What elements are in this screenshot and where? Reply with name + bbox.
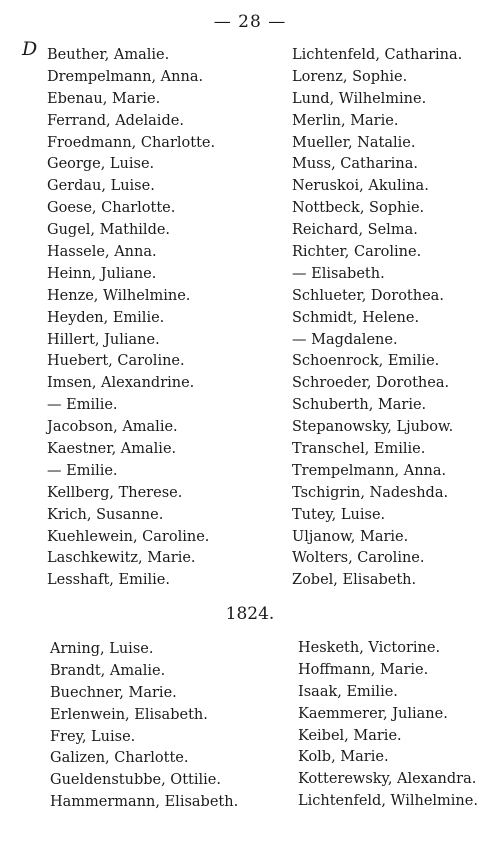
list-item: Wolters, Caroline.: [292, 550, 425, 567]
list-item: Reichard, Selma.: [292, 222, 418, 239]
name-list-left: [47, 45, 215, 592]
page-number: — 28 —: [213, 12, 287, 32]
list-item: Merlin, Marie.: [292, 112, 399, 129]
list-item: — Emilie.: [47, 397, 118, 414]
list-item: Schroeder, Dorothea.: [292, 375, 450, 392]
list-item: Kaemmerer, Juliane.: [298, 705, 448, 722]
list-item: Muss, Catharina.: [292, 156, 418, 173]
list-item: Drempelmann, Anna.: [47, 68, 204, 85]
list-item: Hammermann, Elisabeth.: [50, 794, 239, 811]
list-item: Froedmann, Charlotte.: [47, 134, 216, 151]
list-item: Tschigrin, Nadeshda.: [292, 484, 449, 501]
list-item: Neruskoi, Akulina.: [292, 178, 429, 195]
list-item: George, Luise.: [47, 156, 155, 173]
name-list-1824-right: [298, 638, 478, 813]
list-item: Lichtenfeld, Wilhelmine.: [298, 793, 478, 810]
list-item: Transchel, Emilie.: [292, 441, 426, 458]
name-list-right: [292, 45, 462, 592]
list-item: Nottbeck, Sophie.: [292, 200, 425, 217]
list-item: Richter, Caroline.: [292, 244, 422, 261]
list-item: Huebert, Caroline.: [47, 353, 185, 370]
list-item: Kaestner, Amalie.: [47, 441, 177, 458]
list-item: Kellberg, Therese.: [47, 484, 183, 501]
list-item: Jacobson, Amalie.: [47, 419, 178, 436]
list-item: Tutey, Luise.: [292, 506, 386, 523]
list-item: Gueldenstubbe, Ottilie.: [50, 772, 221, 789]
list-item: Kotterewsky, Alexandra.: [298, 771, 477, 788]
list-item: Galizen, Charlotte.: [50, 750, 189, 767]
list-item: Goese, Charlotte.: [47, 200, 176, 217]
list-item: Trempelmann, Anna.: [292, 462, 447, 479]
list-item: Lesshaft, Emilie.: [47, 572, 170, 589]
list-item: Schoenrock, Emilie.: [292, 353, 440, 370]
list-item: Hillert, Juliane.: [47, 331, 160, 348]
list-item: Schlueter, Dorothea.: [292, 287, 444, 304]
list-item: Beuther, Amalie.: [47, 47, 170, 63]
list-item: Schmidt, Helene.: [292, 309, 420, 326]
list-item: Uljanow, Marie.: [292, 528, 409, 545]
year-heading: 1824.: [225, 604, 275, 624]
list-item: Kolb, Marie.: [298, 749, 389, 766]
list-item: Lichtenfeld, Catharina.: [292, 47, 463, 63]
list-item: Gugel, Mathilde.: [47, 222, 171, 239]
list-item: Kuehlewein, Caroline.: [47, 528, 210, 545]
list-item: Hesketh, Victorine.: [298, 640, 441, 656]
list-item: Schuberth, Marie.: [292, 397, 427, 414]
list-item: Imsen, Alexandrine.: [47, 375, 195, 392]
list-item: Heinn, Juliane.: [47, 265, 157, 282]
list-item: Heyden, Emilie.: [47, 309, 165, 326]
list-item: Isaak, Emilie.: [298, 683, 398, 700]
name-list-1824-left: [50, 639, 238, 814]
list-item: Henze, Wilhelmine.: [47, 287, 191, 304]
list-item: Gerdau, Luise.: [47, 178, 155, 195]
list-item: Mueller, Natalie.: [292, 134, 416, 151]
list-item: Laschkewitz, Marie.: [47, 550, 196, 567]
list-item: Krich, Susanne.: [47, 506, 164, 523]
list-item: Lund, Wilhelmine.: [292, 90, 427, 107]
list-item: Ferrand, Adelaide.: [47, 112, 184, 129]
list-item: Keibel, Marie.: [298, 727, 402, 744]
list-item: Hassele, Anna.: [47, 244, 157, 261]
list-item: Arning, Luise.: [50, 641, 154, 657]
list-item: Brandt, Amalie.: [50, 662, 166, 679]
margin-mark: D: [22, 38, 38, 60]
list-item: — Magdalene.: [292, 331, 398, 348]
list-item: Frey, Luise.: [50, 728, 136, 745]
list-item: Stepanowsky, Ljubow.: [292, 419, 454, 436]
list-item: Lorenz, Sophie.: [292, 68, 408, 85]
list-item: — Elisabeth.: [292, 265, 385, 282]
list-item: Buechner, Marie.: [50, 684, 177, 701]
list-item: Hoffmann, Marie.: [298, 661, 429, 678]
list-item: — Emilie.: [47, 462, 118, 479]
list-item: Ebenau, Marie.: [47, 90, 161, 107]
list-item: Zobel, Elisabeth.: [292, 572, 417, 589]
list-item: Erlenwein, Elisabeth.: [50, 706, 208, 723]
